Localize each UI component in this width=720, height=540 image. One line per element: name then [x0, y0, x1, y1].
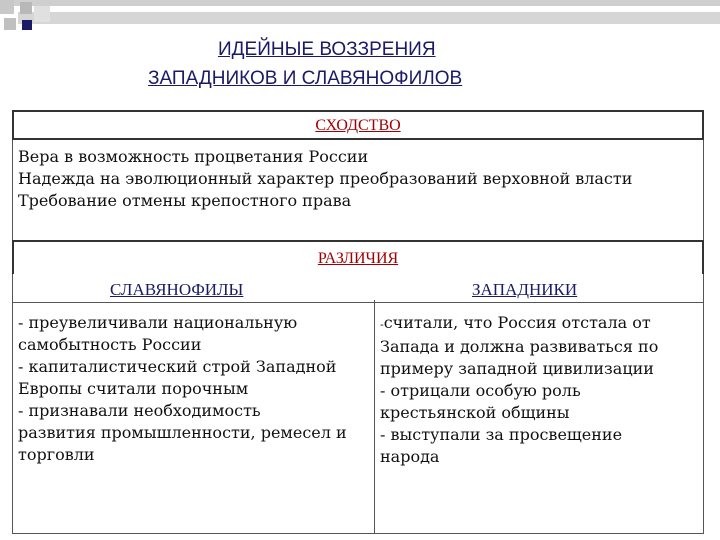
similarity-heading: СХОДСТВО: [315, 117, 401, 134]
differences-heading: РАЗЛИЧИЯ: [317, 250, 399, 267]
slavophiles-line: - признавали необходимость: [18, 401, 261, 420]
westerners-line: - отрицали особую роль: [380, 381, 581, 400]
title-line-1: ИДЕЙНЫЕ ВОЗЗРЕНИЯ: [218, 39, 436, 60]
column-divider: [374, 300, 375, 534]
westerners-line: народа: [380, 447, 440, 466]
westerners-first-text: считали, что Россия отстала от: [383, 313, 651, 332]
westerners-heading: ЗАПАДНИКИ: [472, 280, 578, 299]
similarity-item: Вера в возможность процветания России: [18, 147, 369, 166]
slavophiles-line: торговли: [18, 445, 95, 464]
westerners-line: примеру западной цивилизации: [380, 359, 654, 378]
differences-header: [12, 240, 704, 274]
decorative-header-bar: [0, 0, 720, 40]
similarity-list: [18, 146, 632, 212]
column-header-divider: [12, 302, 704, 303]
slavophiles-line: самобытность России: [18, 335, 202, 354]
slavophiles-line: - капиталистический строй Западной: [18, 357, 337, 376]
slavophiles-line: Европы считали порочным: [18, 379, 249, 398]
title-line-2: ЗАПАДНИКОВ И СЛАВЯНОФИЛОВ: [148, 68, 463, 89]
westerners-line: [380, 312, 658, 336]
slavophiles-list: [18, 312, 347, 466]
westerners-first-dash: -: [380, 318, 384, 331]
westerners-line: - выступали за просвещение: [380, 425, 623, 444]
slavophiles-line: развития промышленности, ремесел и: [18, 423, 347, 442]
similarity-item: Надежда на эволюционный характер преобразований верховной власти: [18, 169, 633, 188]
similarity-item: Требование отмены крепостного права: [18, 191, 352, 210]
slavophiles-heading: СЛАВЯНОФИЛЫ: [110, 280, 244, 299]
westerners-line: крестьянской общины: [380, 403, 570, 422]
slavophiles-line: - преувеличивали национальную: [18, 313, 298, 332]
similarity-header: [12, 110, 704, 140]
westerners-line: Запада и должна развиваться по: [380, 337, 659, 356]
westerners-list: [380, 312, 658, 468]
